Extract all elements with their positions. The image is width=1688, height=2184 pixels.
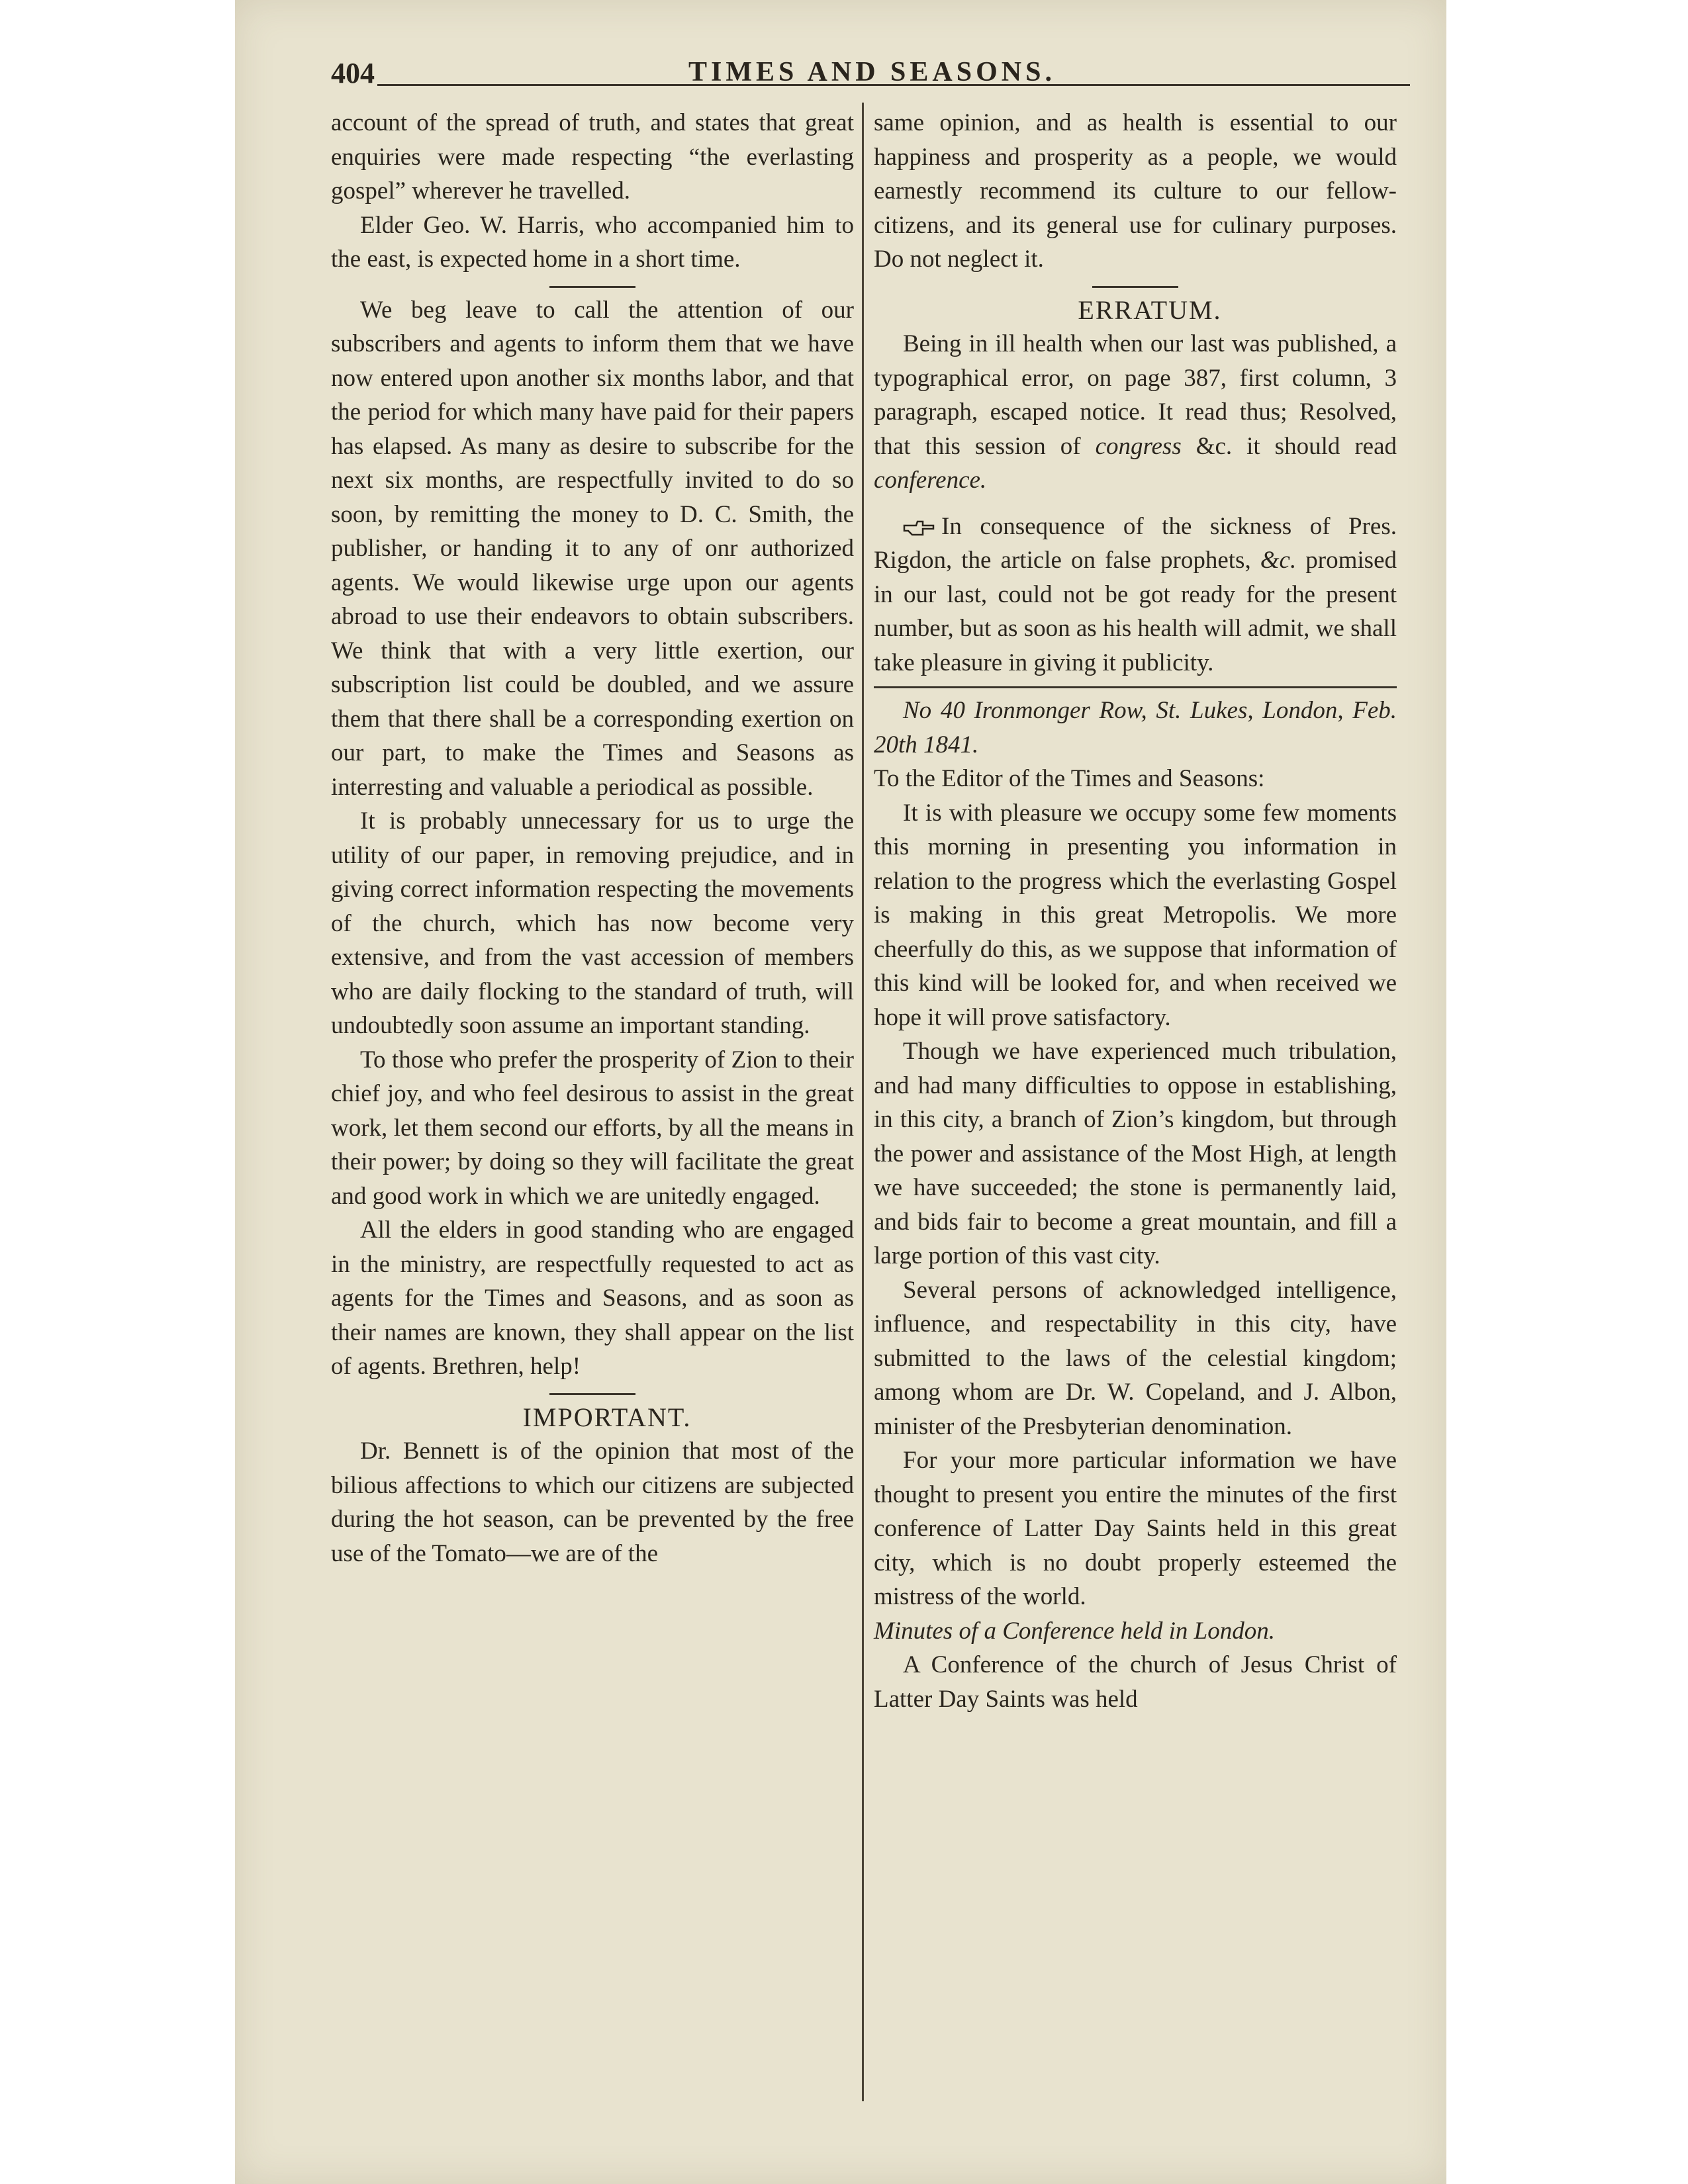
emphasis: conference.	[874, 467, 987, 494]
section-rule	[1092, 286, 1178, 288]
erratum-heading: ERRATUM.	[1078, 295, 1222, 325]
paragraph: same opinion, and as health is essential to our happiness and prosperity as a people, we would earnestly recommend its culture to our fellow-citizens, and its general use for culinary purposes. Do not neglect it.	[874, 109, 1397, 273]
pointing-hand-icon	[903, 519, 935, 537]
emphasis: &c.	[1260, 547, 1297, 574]
letter-address: No 40 Ironmonger Row, St. Lukes, London, Feb. 20th 1841.	[874, 697, 1397, 758]
column-divider	[862, 103, 864, 2101]
paragraph: We beg leave to call the attention of our subscribers and agents to inform them that we have now entered upon another six months labor, and that the period for which many have paid for their papers has elapsed. As many as desire to subscribe for the next six months, are respectfully invited to do so soon, by remitting the money to D. C. Smith, the publisher, or handing it to any of onr authorized agents. We would likewise urge upon our agents abroad to use their endeavors to obtain subscribers. We think that with a very little exertion, our subscription list could be doubled, and we assure them that there shall be a corresponding exertion on our part, to make the Times and Seasons as interresting and valuable a periodical as possible.	[331, 296, 854, 801]
paragraph: All the elders in good standing who are engaged in the ministry, are respectfully requested to act as agents for the Times and Seasons, and as soon as their names are known, they shall appear on the list of agents. Brethren, help!	[331, 1216, 854, 1380]
emphasis: congress	[1095, 432, 1182, 460]
paragraph: It is with pleasure we occupy some few moments this morning in presenting you information in relation to the progress which the everlasting Gospel is making in this great Metropolis. We more cheerfully do this, as we suppose that information of this kind will be looked for, and when received we hope it will prove satisfactory.	[874, 799, 1397, 1031]
paragraph: Though we have experienced much tribulation, and had many difficulties to oppose in establishing, in this city, a branch of Zion’s kingdom, but through the power and assistance of the Most High, at length we have succeeded; the stone is permanently laid, and bids fair to become a great mountain, and fill a large portion of this vast city.	[874, 1038, 1397, 1269]
paragraph: A Conference of the church of Jesus Christ of Latter Day Saints was held	[874, 1651, 1397, 1713]
paragraph: To those who prefer the prosperity of Zion to their chief joy, and who feel desirous to assist in the great work, let them second our efforts, by all the means in their power; by doing so they will facilitate the great and good work in which we are unitedly engaged.	[331, 1046, 854, 1210]
paragraph: account of the spread of truth, and states that great enquiries were made respecting “the everlasting gospel” wherever he travelled.	[331, 109, 854, 205]
right-column	[874, 106, 1397, 1716]
section-rule	[874, 686, 1397, 688]
section-rule	[549, 1393, 635, 1395]
page-header	[331, 56, 1410, 96]
paragraph: Dr. Bennett is of the opinion that most of the bilious affections to which our citizens are subjected during the hot season, can be prevented by the free use of the Tomato—we are of the	[331, 1437, 854, 1567]
rigdon-notice	[874, 510, 1397, 680]
paragraph: Elder Geo. W. Harris, who accompanied him to the east, is expected home in a short time.	[331, 211, 854, 273]
page-number: 404	[331, 57, 375, 89]
paragraph: Several persons of acknowledged intelligence, influence, and respectability in this city, have submitted to the laws of the celestial kingdom; among whom are Dr. W. Copeland, and J. Albon, minister of the Presbyterian denomination.	[874, 1276, 1397, 1440]
left-column	[331, 106, 854, 1570]
letter-salutation: To the Editor of the Times and Seasons:	[874, 765, 1265, 792]
minutes-heading: Minutes of a Conference held in London.	[874, 1617, 1275, 1645]
text: Being in ill health when our last was published, a typographical error, on page 387, first column, 3 paragraph, escaped notice. It read thus; Resolved, that this session of	[874, 330, 1397, 460]
paragraph: It is probably unnecessary for us to urge the utility of our paper, in removing prejudice, and in giving correct information respecting the movements of the church, which has now become very extensive, and from the vast accession of members who are daily flocking to the standard of truth, will undoubtedly soon assume an important standing.	[331, 807, 854, 1039]
erratum-paragraph	[874, 327, 1397, 498]
header-rule	[377, 84, 1410, 86]
text: In consequence of the sickness of Pres. Rigdon, the article on false prophets,	[874, 512, 1397, 574]
running-title: TIMES AND SEASONS.	[688, 57, 1056, 87]
paragraph: For your more particular information we have thought to present you entire the minutes of the first conference of Latter Day Saints held in this great city, which is no doubt properly esteemed the mistress of the world.	[874, 1447, 1397, 1610]
text: promised in our last, could not be got ready for the present number, but as soon as his health will admit, we shall take pleasure in giving it publicity.	[874, 547, 1397, 676]
section-rule	[549, 286, 635, 288]
text: &c. it should read	[1181, 432, 1397, 460]
important-heading: IMPORTANT.	[522, 1402, 692, 1432]
